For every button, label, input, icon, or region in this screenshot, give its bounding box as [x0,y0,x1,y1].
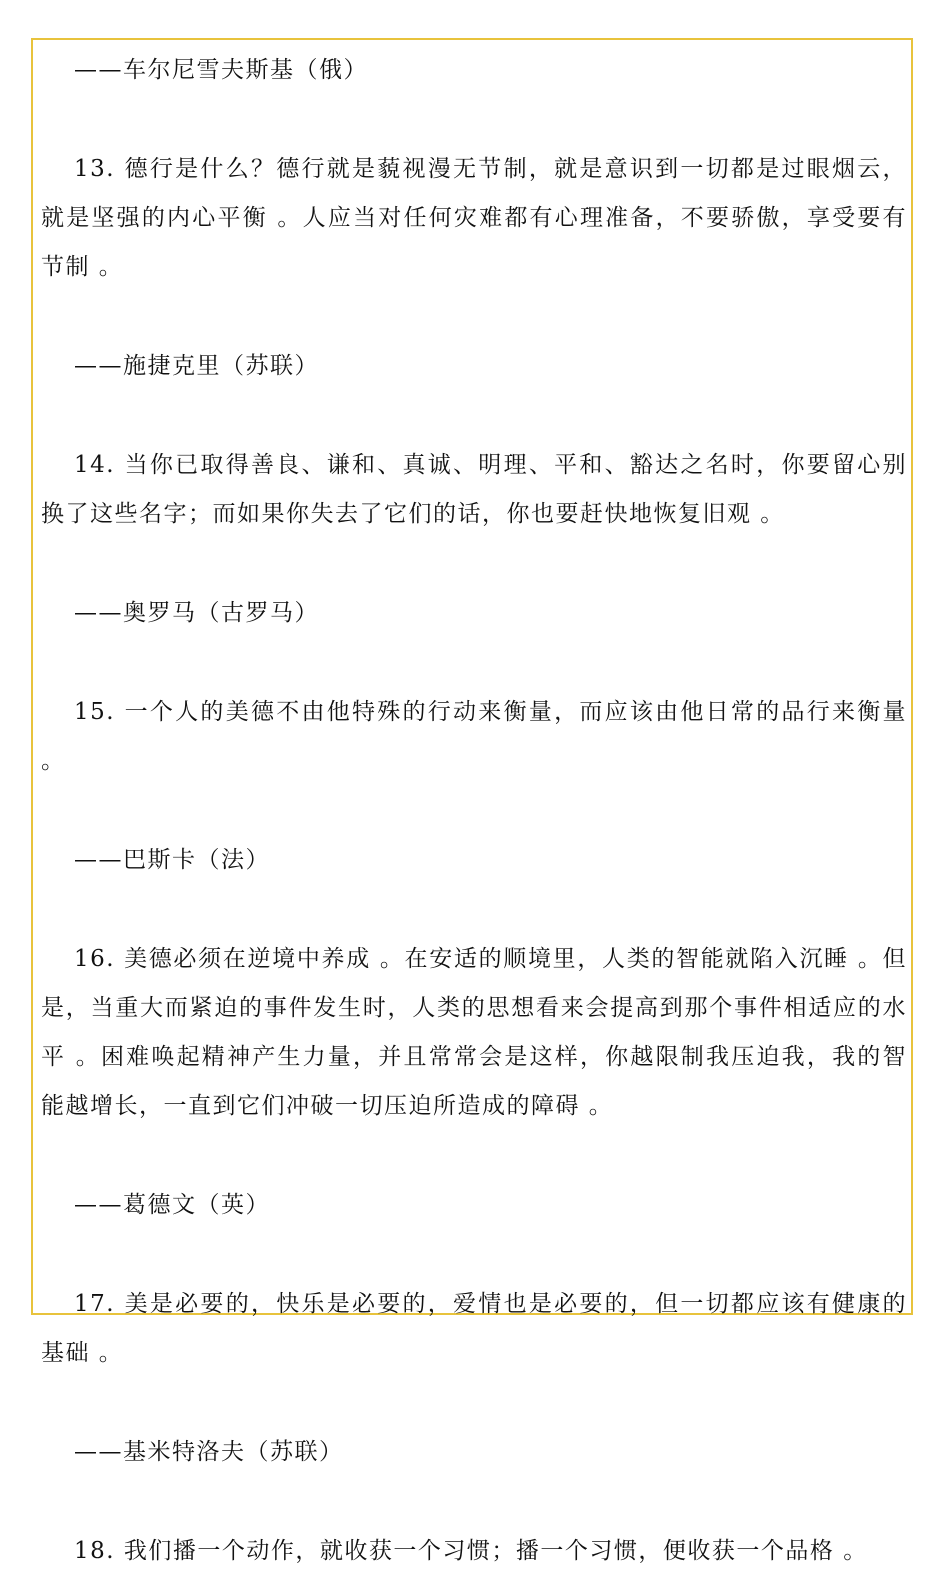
quote-author-15: ——巴斯卡（法） [74,847,270,873]
quote-text-18: 18. 我们播一个动作，就收获一个习惯；播一个习惯，便收获一个品格 。 [74,1538,868,1564]
quote-text-16: 16. 美德必须在逆境中养成 。在安适的顺境里，人类的智能就陷入沉睡 。但是，当重大而紧迫的事件发生时，人类的思想看来会提高到那个事件相适应的水平 。困难唤起精神产生力量，并且常常会是这样，你越限制我压迫我，我的智能越增长，一直到它们冲破一切压迫所造成的障碍 。 [41,946,907,1119]
quote-text-17: 17. 美是必要的，快乐是必要的，爱情也是必要的，但一切都应该有健康的基础 。 [41,1291,907,1366]
quote-author-16: ——葛德文（英） [74,1192,270,1218]
quote-text-13: 13. 德行是什么？德行就是藐视漫无节制，就是意识到一切都是过眼烟云，就是坚强的内心平衡 。人应当对任何灾难都有心理准备，不要骄傲，享受要有节制 。 [41,156,907,280]
quote-author-17: ——基米特洛夫（苏联） [74,1439,344,1465]
quote-text-15: 15. 一个人的美德不由他特殊的行动来衡量，而应该由他日常的品行来衡量 。 [41,699,907,774]
quote-author-13: ——施捷克里（苏联） [74,353,319,379]
quote-document [41,46,907,1576]
quote-text-14: 14. 当你已取得善良、谦和、真诚、明理、平和、豁达之名时，你要留心别换了这些名字；而如果你失去了它们的话，你也要赶快地恢复旧观 。 [41,452,907,527]
quote-author-14: ——奥罗马（古罗马） [74,600,319,626]
quote-author-12: ——车尔尼雪夫斯基（俄） [74,57,368,83]
